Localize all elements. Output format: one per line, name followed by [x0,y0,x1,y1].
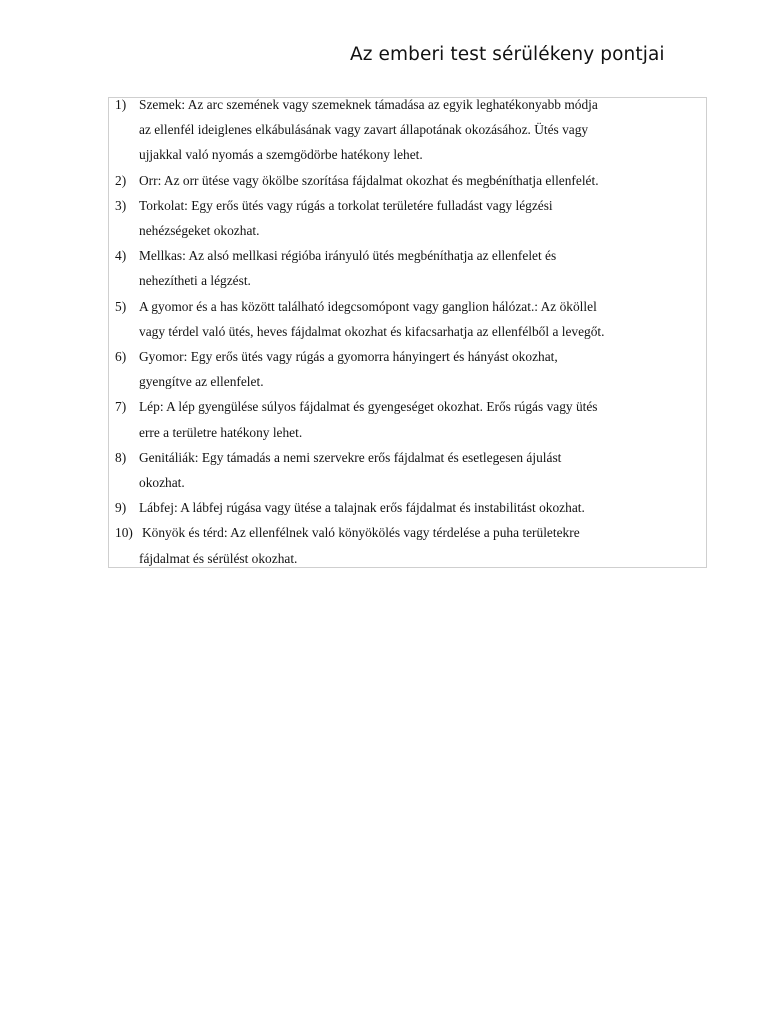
list-item-number: 6) [115,349,127,364]
list-item-number: 7) [115,399,127,415]
list-item-text-line: gyengítve az ellenfelet. [139,374,264,390]
list-item-text-line: nehézségeket okozhat. [139,223,260,238]
list-item-number: 10) [115,525,133,541]
list-item-number: 4) [115,248,127,264]
document-title: Az emberi test sérülékeny pontjai [350,44,665,65]
list-item-text-line: Mellkas: Az alsó mellkasi régióba irányuló ütés megbéníthatja az ellenfelet és [139,248,557,264]
list-item-text-line: Lábfej: A lábfej rúgása vagy ütése a talajnak erős fájdalmat és instabilitást okozhat. [139,500,585,516]
list-item-text-line: Genitáliák: Egy támadás a nemi szervekre erős fájdalmat és esetlegesen ájulást [139,449,562,465]
list-box [108,97,707,568]
list-item-number: 9) [115,500,127,516]
list-item-number: 8) [115,449,127,465]
list-item-text-line: ujjakkal való nyomás a szemgödörbe hatékony lehet. [139,147,423,163]
list-item-text-line: Szemek: Az arc szemének vagy szemeknek támadása az egyik leghatékonyabb módja [139,97,598,112]
list-item-number: 1) [115,97,127,112]
list-item-text-line: Lép: A lép gyengülése súlyos fájdalmat és gyengeséget okozhat. Erős rúgás vagy ütés [139,399,598,415]
list-item-text-line: Orr: Az orr ütése vagy ökölbe szorítása fájdalmat okozhat és megbéníthatja ellenfelét. [139,172,599,188]
list-item-text-line: vagy térdel való ütés, heves fájdalmat okozhat és kifacsarhatja az ellenfélből a levegőt. [139,323,605,339]
list-item-text-line: nehezítheti a légzést. [139,273,251,289]
list-item-text-line: fájdalmat és sérülést okozhat. [139,550,298,566]
list-item-text-line: Könyök és térd: Az ellenfélnek való könyökölés vagy térdelése a puha területekre [142,525,580,541]
list-item-number: 5) [115,298,127,314]
list-item-text-line: Gyomor: Egy erős ütés vagy rúgás a gyomorra hányingert és hányást okozhat, [139,349,558,364]
list-item-text-line: az ellenfél ideiglenes elkábulásának vagy zavart állapotának okozásához. Ütés vagy [139,122,589,138]
list-item-number: 3) [115,197,127,213]
list-item-text-line: Torkolat: Egy erős ütés vagy rúgás a torkolat területére fulladást vagy légzési [139,197,553,213]
list-item-text-line: okozhat. [139,475,185,490]
list-item-text-line: A gyomor és a has között található idegcsomópont vagy ganglion hálózat.: Az ököllel [139,298,597,314]
list-item-number: 2) [115,172,127,188]
list-item-text-line: erre a területre hatékony lehet. [139,424,303,440]
